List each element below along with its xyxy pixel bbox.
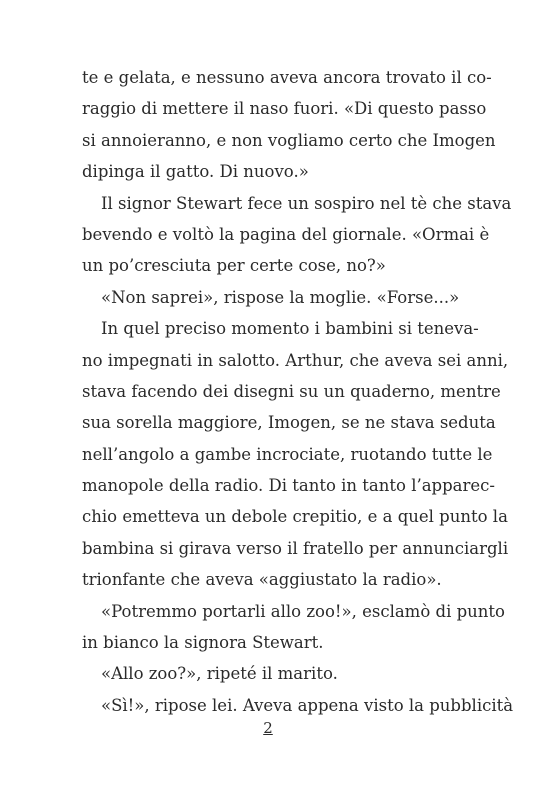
text-line: Il signor Stewart fece un sospiro nel tè che stava <box>101 193 512 213</box>
text-line: chio emetteva un debole crepitio, e a quel punto la <box>82 507 508 527</box>
text-line: no impegnati in salotto. Arthur, che aveva sei anni, <box>82 350 509 370</box>
text-line: «Potremmo portarli allo zoo!», esclamò di punto <box>101 601 505 621</box>
text-line: si annoieranno, e non vogliamo certo che Imogen <box>82 130 496 150</box>
text-line: bambina si girava verso il fratello per annunciargli <box>82 538 509 558</box>
text-line: dipinga il gatto. Di nuovo.» <box>82 162 309 182</box>
text-line: «Sì!», ripose lei. Aveva appena visto la pubblicità <box>101 695 514 715</box>
text-line: trionfante che aveva «aggiustato la radio». <box>82 570 442 590</box>
text-line: manopole della radio. Di tanto in tanto l’apparec- <box>82 476 495 496</box>
text-line: nell’angolo a gambe incrociate, ruotando tutte le <box>82 444 493 464</box>
text-line: «Non saprei», rispose la moglie. «Forse...» <box>101 287 460 307</box>
body-text <box>82 62 514 721</box>
text-line: in bianco la signora Stewart. <box>82 633 324 653</box>
page-number: 2 <box>263 719 273 737</box>
text-line: raggio di mettere il naso fuori. «Di questo passo <box>82 99 487 119</box>
text-line: sua sorella maggiore, Imogen, se ne stava seduta <box>82 413 496 433</box>
text-line: un po’cresciuta per certe cose, no?» <box>82 256 386 276</box>
text-line: bevendo e voltò la pagina del giornale. «Ormai è <box>82 224 490 244</box>
text-line: te e gelata, e nessuno aveva ancora trovato il co- <box>82 68 492 87</box>
text-line: In quel preciso momento i bambini si teneva- <box>101 319 479 339</box>
text-line: «Allo zoo?», ripeté il marito. <box>101 664 338 684</box>
text-line: stava facendo dei disegni su un quaderno, mentre <box>82 381 501 401</box>
